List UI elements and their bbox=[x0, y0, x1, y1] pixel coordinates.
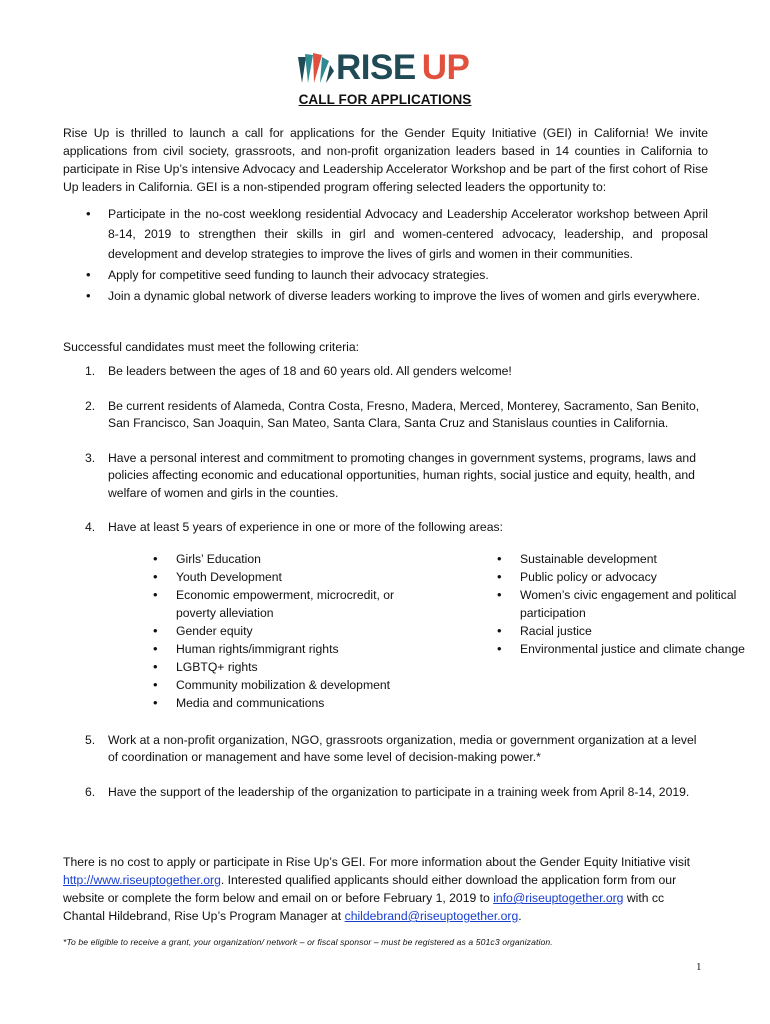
rise-up-logo bbox=[298, 50, 470, 86]
website-link[interactable]: http://www.riseuptogether.org bbox=[63, 873, 221, 887]
opportunities-list bbox=[63, 204, 708, 307]
opportunity-item: • Apply for competitive seed funding to launch their advocacy strategies. bbox=[63, 265, 708, 285]
closing-text: There is no cost to apply or participate in Rise Up’s GEI. For more information about the Gender Equity Initiative visit bbox=[63, 855, 691, 869]
logo-word-rise: RISE bbox=[336, 48, 416, 87]
criteria-intro: Successful candidates must meet the following criteria: bbox=[63, 340, 360, 354]
criteria-item bbox=[63, 398, 708, 433]
criteria-text: Have the support of the leadership of the organization to participate in a training week from April 8-14, 2019. bbox=[108, 784, 690, 799]
criteria-number: 1. bbox=[85, 364, 96, 378]
criteria-list bbox=[63, 363, 745, 801]
opportunity-item: • Participate in the no-cost weeklong residential Advocacy and Leadership Accelerator workshop between April 8-14, 2019 to strengthen their skills in girl and women-centered advocacy, leadership, and proposal development and develop strategies to improve the lives of girls and women in their communities. bbox=[63, 204, 708, 264]
logo-word-up: UP bbox=[421, 48, 470, 87]
criteria-item bbox=[63, 732, 708, 767]
area-item: • Human rights/immigrant rights bbox=[153, 640, 413, 658]
area-item: • Public policy or advocacy bbox=[497, 568, 747, 586]
area-item: • Economic empowerment, microcredit, or poverty alleviation bbox=[153, 586, 413, 622]
area-item: • LGBTQ+ rights bbox=[153, 658, 413, 676]
criteria-number: 5. bbox=[85, 732, 96, 747]
criteria-number: 4. bbox=[85, 520, 96, 534]
area-item: • Women’s civic engagement and political participation bbox=[497, 586, 747, 622]
criteria-text: Have a personal interest and commitment to promoting changes in government systems, programs, laws and policies affecting economic and educational opportunities, human rights, social justice and equity, health, and welfare of women and girls in the counties. bbox=[108, 450, 696, 500]
criteria-text: Be leaders between the ages of 18 and 60 years old. All genders welcome! bbox=[108, 364, 512, 378]
intro-paragraph: Rise Up is thrilled to launch a call for applications for the Gender Equity Initiative (GEI) in California! We invite applications from civil society, grassroots, and non-profit organization leaders based in 14 counties in California to participate in Rise Up’s intensive Advocacy and Leadership Accelerator Workshop and be part of the first cohort of Rise Up leaders in California. GEI is a non-stipended program offering selected leaders the opportunity to: bbox=[63, 126, 708, 194]
area-item: • Environmental justice and climate change bbox=[497, 640, 747, 658]
criteria-text: Work at a non-profit organization, NGO, grassroots organization, media or government organization at a level of coordination or management and have some level of decision-making power.* bbox=[108, 732, 697, 764]
area-item: • Community mobilization & development bbox=[153, 676, 413, 694]
area-item: • Youth Development bbox=[153, 568, 413, 586]
area-item: • Gender equity bbox=[153, 622, 413, 640]
criteria-item bbox=[63, 784, 708, 802]
experience-areas bbox=[108, 550, 745, 732]
closing-text: . Interested qualified applicants should either download the application form from our website or complete the form below and email on or before February 1, 2019 to bbox=[63, 873, 677, 905]
closing-paragraph bbox=[63, 853, 708, 925]
page-number: 1 bbox=[696, 961, 702, 973]
criteria-text: Have at least 5 years of experience in one or more of the following areas: bbox=[108, 520, 503, 534]
criteria-item bbox=[63, 450, 708, 503]
experience-areas-right bbox=[497, 550, 747, 658]
fan-icon bbox=[298, 51, 334, 85]
criteria-text: Be current residents of Alameda, Contra Costa, Fresno, Madera, Merced, Monterey, Sacramento, San Benito, San Francisco, San Joaquin, San Mateo, Santa Clara, Santa Cruz and Stanislaus counties in California. bbox=[108, 398, 700, 430]
info-email-link[interactable]: info@riseuptogether.org bbox=[493, 891, 624, 905]
closing-text: with cc Chantal Hildebrand, Rise Up’s Program Manager at bbox=[63, 891, 665, 923]
footnote: *To be eligible to receive a grant, your organization/ network – or fiscal sponsor – must be registered as a 501c3 organization. bbox=[63, 937, 553, 947]
experience-areas-left bbox=[153, 550, 413, 712]
criteria-number: 6. bbox=[85, 784, 96, 799]
area-item: • Racial justice bbox=[497, 622, 747, 640]
area-item: • Media and communications bbox=[153, 694, 413, 712]
criteria-item bbox=[63, 519, 745, 732]
opportunity-item: • Join a dynamic global network of diverse leaders working to improve the lives of women and girls everywhere. bbox=[63, 286, 708, 306]
closing-text: . bbox=[518, 909, 522, 923]
area-item: • Girls’ Education bbox=[153, 550, 413, 568]
page-title: CALL FOR APPLICATIONS bbox=[298, 92, 472, 107]
criteria-item bbox=[63, 363, 708, 381]
manager-email-link[interactable]: childebrand@riseuptogether.org bbox=[344, 909, 519, 923]
area-item: • Sustainable development bbox=[497, 550, 747, 568]
criteria-number: 3. bbox=[85, 450, 96, 465]
criteria-number: 2. bbox=[85, 398, 96, 413]
